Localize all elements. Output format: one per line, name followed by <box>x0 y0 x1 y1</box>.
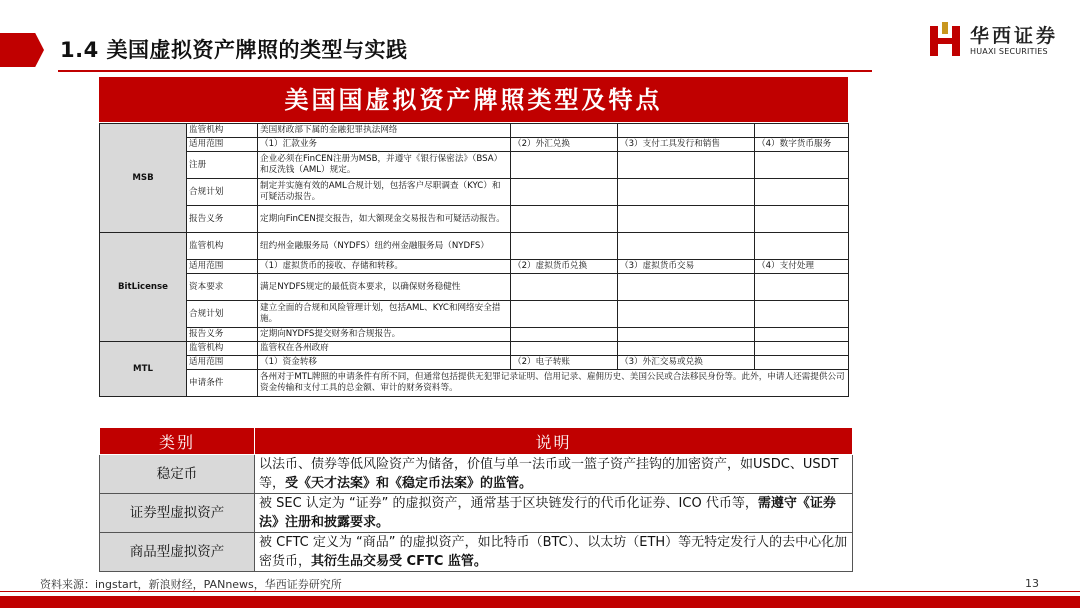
table-row <box>100 494 853 533</box>
category-name: 证券型虚拟资产 <box>100 494 255 533</box>
row-label: 合规计划 <box>187 301 258 328</box>
table-row <box>100 138 849 152</box>
table-row <box>100 152 849 179</box>
cell-value: 制定并实施有效的AML合规计划，包括客户尽职调查（KYC）和可疑活动报告。 <box>258 179 511 206</box>
row-label: 适用范围 <box>187 138 258 152</box>
category-description: 被 SEC 认定为 “证券” 的虚拟资产，通常基于区块链发行的代币化证券、ICO 代币等，需遵守《证券法》注册和披露要求。 <box>255 494 853 533</box>
huaxi-logo-icon <box>928 22 962 58</box>
page-number: 13 <box>1025 577 1039 590</box>
cell-value: 企业必须在FinCEN注册为MSB，并遵守《银行保密法》（BSA）和反洗钱（AML）规定。 <box>258 152 511 179</box>
table-row <box>100 206 849 233</box>
source-note: 资料来源：ingstart，新浪财经，PANnews，华西证券研究所 <box>40 578 342 591</box>
cell-value: 定期向FinCEN提交报告，如大额现金交易报告和可疑活动报告。 <box>258 206 511 233</box>
cell-value: （1）汇款业务 <box>258 138 511 152</box>
row-label: 合规计划 <box>187 179 258 206</box>
page-title: 1.4 美国虚拟资产牌照的类型与实践 <box>60 38 408 62</box>
cell-value: （4）支付处理 <box>755 260 849 274</box>
cell-value: （4）数字货币服务 <box>755 138 849 152</box>
cell-value: （2）外汇兑换 <box>511 138 618 152</box>
category-table <box>99 427 853 572</box>
table-row <box>100 328 849 342</box>
footer-divider <box>0 591 1080 592</box>
cell-value: （3）外汇交易或兑换 <box>618 356 755 370</box>
table-row <box>100 533 853 572</box>
company-logo <box>928 22 1058 60</box>
msb-group-label: MSB <box>100 124 187 233</box>
table-row <box>100 260 849 274</box>
table-row <box>100 124 849 138</box>
table-row <box>100 342 849 356</box>
title-divider <box>58 70 872 72</box>
row-label: 监管机构 <box>187 233 258 260</box>
cell-value: 定期向NYDFS提交财务和合规报告。 <box>258 328 511 342</box>
description-header: 说明 <box>255 428 853 455</box>
logo-chinese-name: 华西证券 <box>970 25 1059 47</box>
cell-value: （2）虚拟货币兑换 <box>511 260 618 274</box>
table-row <box>100 370 849 397</box>
cell-value: （3）支付工具发行和销售 <box>618 138 755 152</box>
cell-value: 建立全面的合规和风险管理计划，包括AML、KYC和网络安全措施。 <box>258 301 511 328</box>
row-label: 报告义务 <box>187 328 258 342</box>
row-label: 适用范围 <box>187 356 258 370</box>
mtl-group-label: MTL <box>100 342 187 397</box>
bitlicense-group-label: BitLicense <box>100 233 187 342</box>
category-description: 被 CFTC 定义为 “商品” 的虚拟资产，如比特币（BTC）、以太坊（ETH）等无特定发行人的去中心化加密货币，其衍生品交易受 CFTC 监管。 <box>255 533 853 572</box>
cell-value: （1）虚拟货币的接收、存储和转移。 <box>258 260 511 274</box>
cell-value: （2）电子转账 <box>511 356 618 370</box>
category-name: 商品型虚拟资产 <box>100 533 255 572</box>
table-row <box>100 455 853 494</box>
license-table <box>99 123 849 397</box>
logo-english-name: HUAXI SECURITIES <box>970 47 1048 56</box>
cell-value: 美国财政部下属的金融犯罪执法网络 <box>258 124 511 138</box>
table-row <box>100 274 849 301</box>
row-label: 注册 <box>187 152 258 179</box>
row-label: 适用范围 <box>187 260 258 274</box>
cell-value: （1）资金转移 <box>258 356 511 370</box>
footer-bar <box>0 596 1080 608</box>
row-label: 监管机构 <box>187 342 258 356</box>
category-name: 稳定币 <box>100 455 255 494</box>
license-table-banner: 美国国虚拟资产牌照类型及特点 <box>99 77 848 122</box>
category-description: 以法币、债券等低风险资产为储备，价值与单一法币或一篮子资产挂钩的加密资产，如USDC、USDT 等，受《天才法案》和《稳定币法案》的监管。 <box>255 455 853 494</box>
table-row <box>100 356 849 370</box>
category-header: 类别 <box>100 428 255 455</box>
row-label: 报告义务 <box>187 206 258 233</box>
cell-value: 纽约州金融服务局（NYDFS）纽约州金融服务局（NYDFS） <box>258 233 511 260</box>
table-row <box>100 233 849 260</box>
row-label: 申请条件 <box>187 370 258 397</box>
table-row <box>100 301 849 328</box>
cell-value: 各州对于MTL牌照的申请条件有所不同，但通常包括提供无犯罪记录证明、信用记录、雇佣历史、美国公民或合法移民身份等。此外，申请人还需提供公司资金传输和支付工具的总金额、审计的财务资料等。 <box>258 370 849 397</box>
table-row <box>100 179 849 206</box>
row-label: 资本要求 <box>187 274 258 301</box>
cell-value: 满足NYDFS规定的最低资本要求，以确保财务稳健性 <box>258 274 511 301</box>
title-marker <box>0 33 44 67</box>
cell-value: 监管权在各州政府 <box>258 342 511 356</box>
row-label: 监管机构 <box>187 124 258 138</box>
cell-value: （3）虚拟货币交易 <box>618 260 755 274</box>
